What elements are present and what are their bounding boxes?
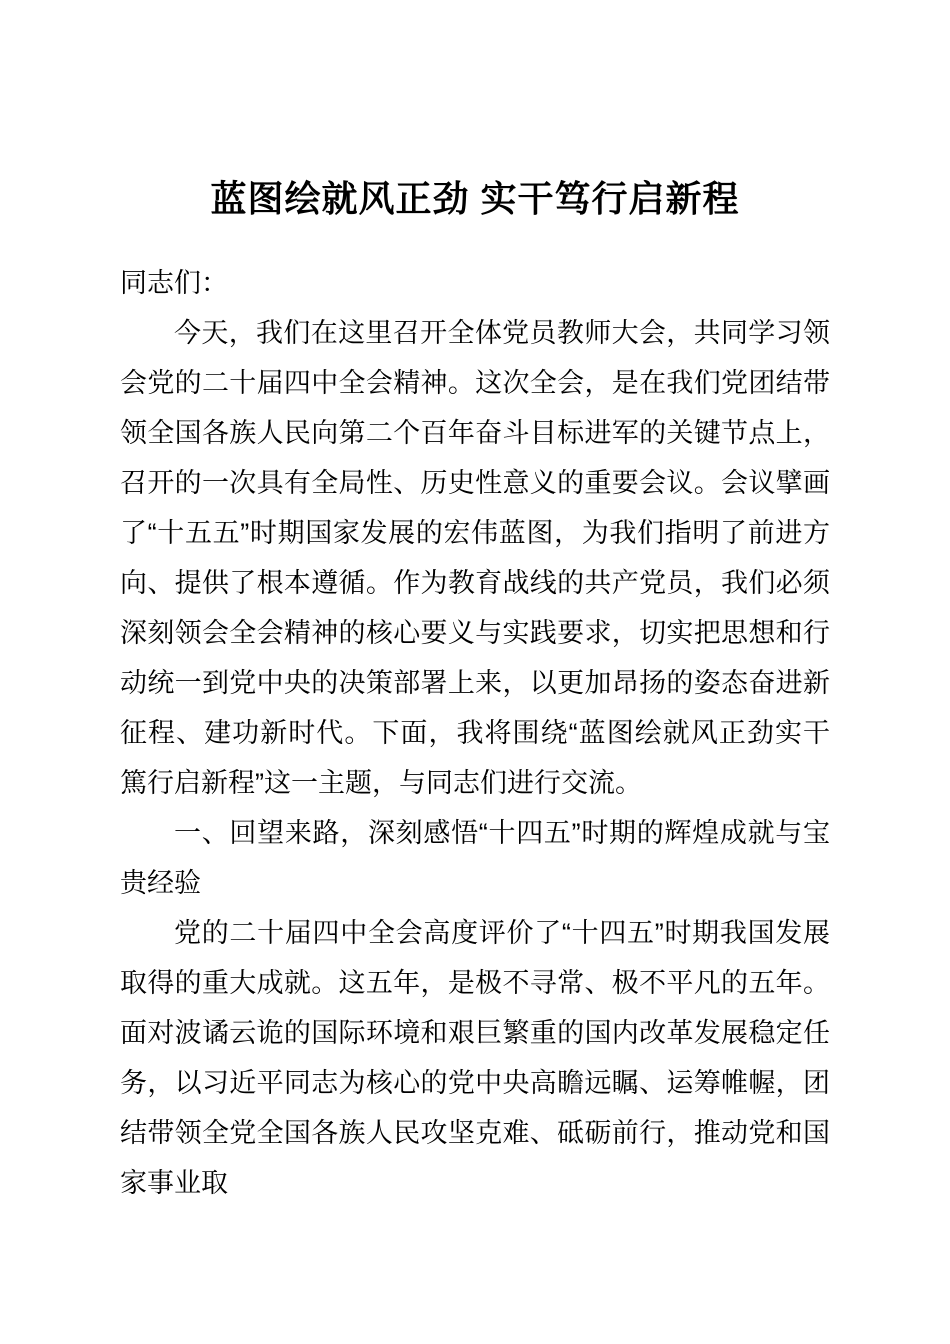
document-title: 蓝图绘就风正劲 实干笃行启新程 bbox=[210, 178, 740, 219]
paragraph-intro: 今天，我们在这里召开全体党员教师大会，共同学习领会党的二十届四中全会精神。这次全会，是在我们党团结带领全国各族人民向第二个百年奋斗目标进军的关键节点上，召开的一次具有全局性、历史性意义的重要会议。会议擘画了“十五五”时期国家发展的宏伟蓝图，为我们指明了前进方向、提供了根本遵循。作为教育战线的共产党员，我们必须深刻领会全会精神的核心要义与实践要求，切实把思想和行动统一到党中央的决策部署上来，以更加昂扬的姿态奋进新征程、建功新时代。下面，我将围绕“蓝图绘就风正劲实干篤行启新程”这一主题，与同志们进行交流。 bbox=[120, 318, 830, 798]
section-heading-1: 一、回望来路，深刻感悟“十四五”时期的辉煌成就与宝贵经验 bbox=[120, 818, 830, 898]
greeting-line: 同志们： bbox=[120, 268, 228, 298]
paragraph-section-1-body: 党的二十届四中全会高度评价了“十四五”时期我国发展取得的重大成就。这五年，是极不寻常、极不平凡的五年。面对波谲云诡的国际环境和艰巨繁重的国内改革发展稳定任务，以习近平同志为核心的党中央高瞻远瞩、运筹帷幄，团结带领全党全国各族人民攻坚克难、砥砺前行，推动党和国家事业取 bbox=[120, 918, 830, 1198]
